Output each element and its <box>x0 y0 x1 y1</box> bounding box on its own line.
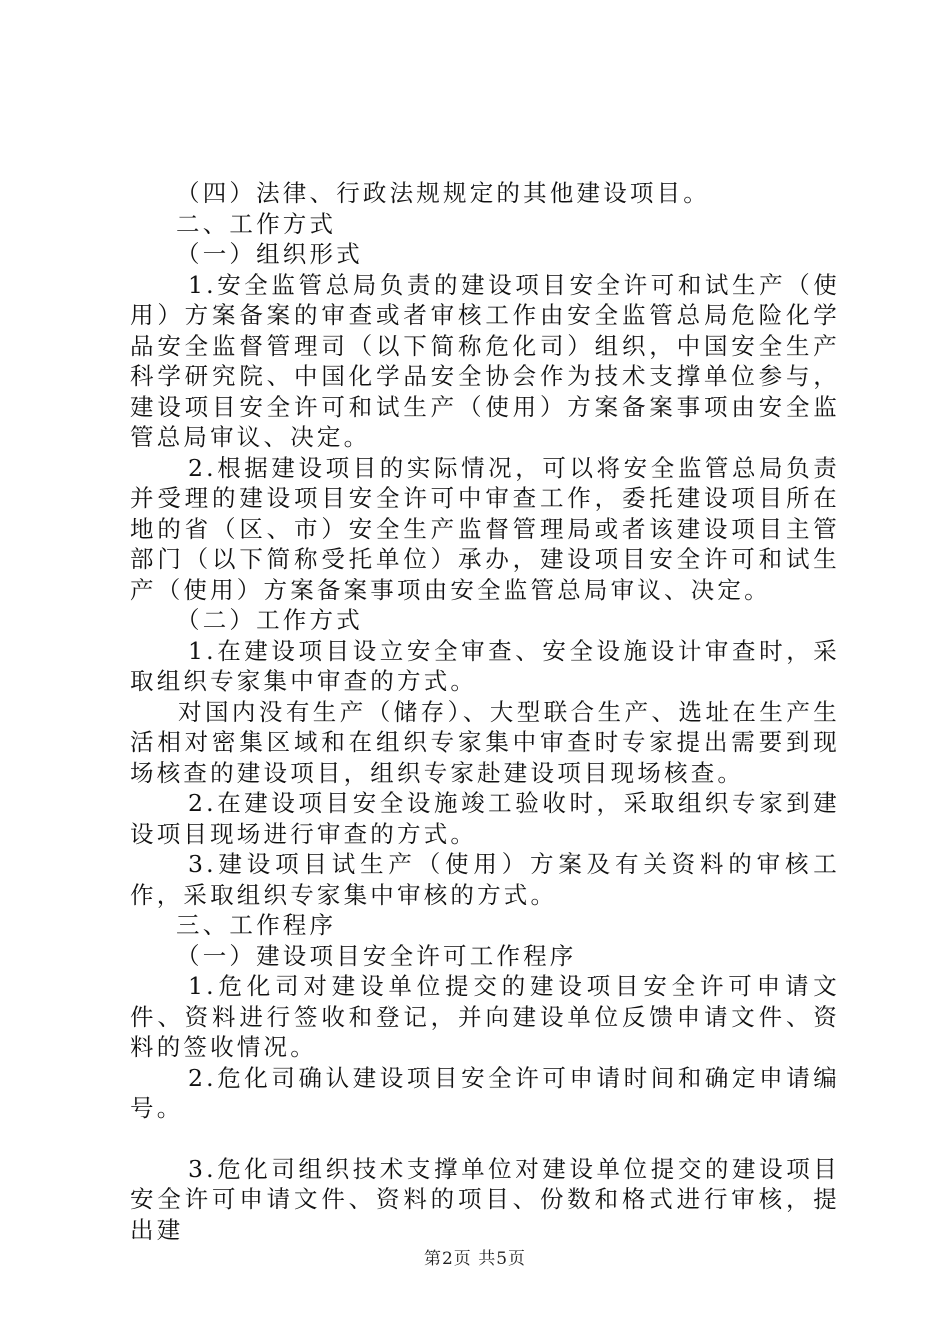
subheading-organization-form: （一）组织形式 <box>176 240 363 268</box>
page-number-footer: 第2页 共5页 <box>423 1249 527 1269</box>
document-body <box>130 178 840 1245</box>
paragraph-org-2: 2.根据建设项目的实际情况，可以将安全监管总局负责并受理的建设项目安全许可中审查工作，委托建设项目所在地的省（区、市）安全生产监督管理局或者该建设项目主管部门（以下简称受托单位）承办，建设项目安全许可和试生产（使用）方案备案事项由安全监管总局审议、决定。 <box>130 453 840 604</box>
paragraph-item-4: （四）法律、行政法规规定的其他建设项目。 <box>176 179 710 207</box>
paragraph-procedure-1: 1.危化司对建设单位提交的建设项目安全许可申请文件、资料进行签收和登记，并向建设单位反馈申请文件、资料的签收情况。 <box>130 972 840 1061</box>
subheading-permit-procedure: （一）建设项目安全许可工作程序 <box>176 941 577 970</box>
paragraph-mode-1: 1.在建设项目设立安全审查、安全设施设计审查时，采取组织专家集中审查的方式。 <box>130 636 840 695</box>
paragraph-procedure-2: 2.危化司确认建设项目安全许可申请时间和确定申请编号。 <box>130 1063 840 1122</box>
subheading-work-mode: （二）工作方式 <box>176 606 363 634</box>
paragraph-mode-3: 3.建设项目试生产（使用）方案及有关资料的审核工作，采取组织专家集中审核的方式。 <box>130 850 840 909</box>
paragraph-mode-2: 2.在建设项目安全设施竣工验收时，采取组织专家到建设项目现场进行审查的方式。 <box>130 789 840 848</box>
paragraph-spacer <box>130 1124 840 1154</box>
paragraph-org-1: 1.安全监管总局负责的建设项目安全许可和试生产（使用）方案备案的审查或者审核工作由安全监管总局危险化学品安全监督管理司（以下简称危化司）组织，中国安全生产科学研究院、中国化学品安全协会作为技术支撑单位参与，建设项目安全许可和试生产（使用）方案备案事项由安全监管总局审议、决定。 <box>130 270 840 451</box>
section-heading-work-procedure: 三、工作程序 <box>176 911 337 939</box>
paragraph-procedure-3: 3.危化司组织技术支撑单位对建设单位提交的建设项目安全许可申请文件、资料的项目、份数和格式进行审核，提出建 <box>130 1154 840 1244</box>
paragraph-mode-1-note: 对国内没有生产（储存）、大型联合生产、选址在生产生活相对密集区域和在组织专家集中审查时专家提出需要到现场核查的建设项目，组织专家赴建设项目现场核查。 <box>130 697 840 787</box>
section-heading-work-mode: 二、工作方式 <box>176 209 337 238</box>
